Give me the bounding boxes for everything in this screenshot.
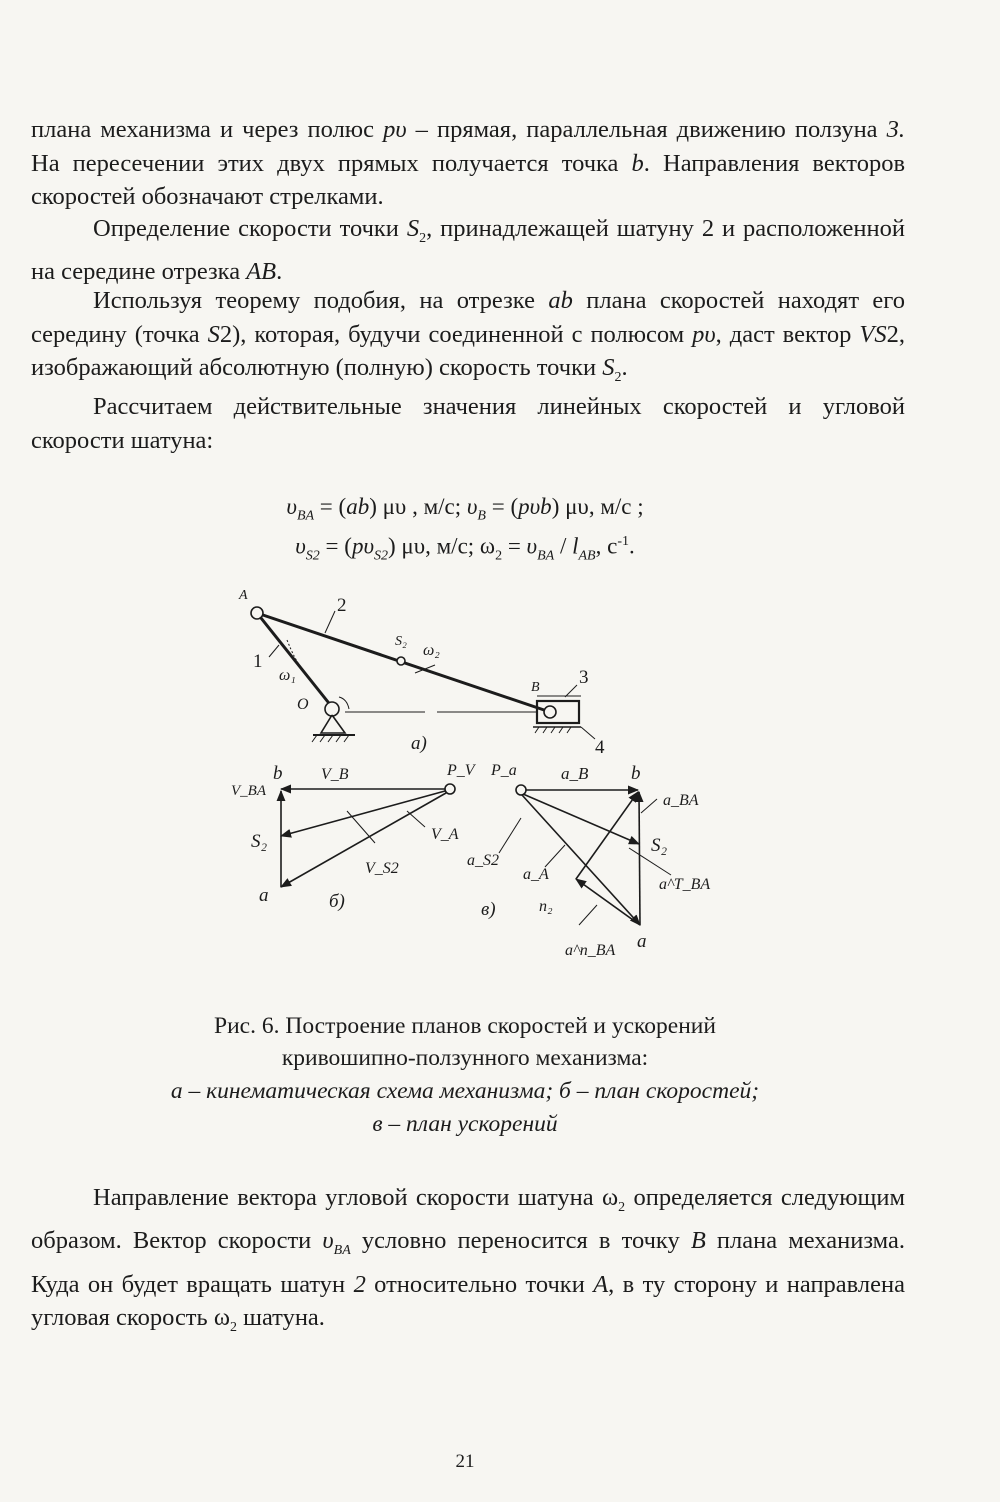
label-Pa: P_a	[491, 762, 517, 779]
vector-VA	[281, 793, 446, 887]
leader-aBA	[641, 799, 657, 813]
t: =	[502, 533, 527, 559]
leader-4	[581, 727, 595, 739]
sub: B	[477, 508, 486, 524]
label-omega2: ω₂	[423, 642, 440, 659]
label-VBA: V_BA	[231, 783, 266, 799]
leader-1	[269, 645, 279, 657]
t: ) μυ , м/с;	[369, 494, 467, 519]
subscript: 2	[419, 230, 427, 246]
label-b-vel: b	[273, 763, 283, 784]
sub: S2	[305, 548, 320, 564]
subscript: BA	[333, 1243, 351, 1259]
figure-caption-line-2: кривошипно-ползунного механизма:	[281, 1045, 649, 1071]
text: Направление вектора угловой скорости шатуна ω	[93, 1184, 619, 1211]
figure-caption-line-4: в – план ускорений	[372, 1111, 558, 1137]
pole-Pv	[445, 784, 455, 794]
symbol-vs2: VS	[859, 320, 887, 348]
label-b-paren: б)	[329, 891, 345, 912]
t: = (	[314, 494, 347, 519]
sub: BA	[296, 508, 315, 524]
text: плана механизма. Куда он будет вращать шатун	[31, 1227, 905, 1298]
label-aS2: a_S2	[467, 852, 499, 869]
symbol-s: S	[602, 354, 615, 381]
formula-line-2	[0, 527, 930, 570]
subscript: 2	[618, 1199, 626, 1215]
text: относительно точки	[365, 1270, 585, 1298]
symbol-A: A	[593, 1270, 609, 1298]
symbol-pv: pυ	[383, 116, 407, 143]
symbol-3: 3.	[886, 116, 906, 143]
t: = (	[485, 494, 519, 519]
label-a-acc: a	[637, 931, 647, 952]
label-S2-mech: S₂	[395, 634, 407, 649]
label-O: O	[297, 696, 309, 713]
sub: AB	[578, 548, 596, 564]
paragraph-2	[31, 212, 905, 289]
symbol-ab: ab	[548, 287, 573, 314]
subscript: 2	[614, 369, 622, 385]
paragraph-5	[31, 1181, 905, 1345]
label-Pv: P_V	[447, 762, 475, 779]
ground-support-O	[321, 715, 345, 733]
symbol-vba: υ	[322, 1227, 334, 1255]
label-aB: a_B	[561, 764, 589, 783]
sym: pυ	[351, 533, 374, 559]
label-S2-acc: S₂	[651, 835, 668, 856]
leader-VS2	[347, 811, 375, 843]
text: 2	[219, 320, 233, 348]
figure-caption-line-3: а – кинематическая схема механизма; б – план скоростей;	[170, 1078, 760, 1104]
sym: ab	[346, 494, 370, 519]
label-S2-vel: S₂	[251, 831, 268, 852]
label-VB: V_B	[321, 766, 349, 783]
joint-B	[544, 706, 556, 718]
label-v-paren: в)	[481, 899, 496, 920]
symbol-AB: AB	[246, 258, 277, 286]
text: Используя теорему подобия, на отрезке	[93, 287, 535, 314]
label-omega1: ω₁	[279, 667, 296, 684]
phi-arc	[339, 697, 349, 709]
sym: υ	[295, 533, 306, 559]
vector-aS2	[523, 794, 639, 844]
label-n2: n₂	[539, 898, 553, 915]
mechanism-figure	[225, 585, 715, 965]
pole-Pa	[516, 785, 526, 795]
leader-VA	[407, 811, 425, 827]
ground-hatch	[312, 735, 349, 742]
sym: υ	[286, 494, 297, 519]
sub: S2	[374, 548, 388, 564]
vector-aBAt	[576, 792, 638, 879]
text: . Направления векторов скоростей обозначают стрелками.	[31, 149, 906, 210]
label-b-acc: b	[631, 763, 641, 784]
label-1: 1	[253, 651, 263, 672]
sym: υ	[526, 533, 538, 559]
label-aA: a_A	[523, 866, 549, 883]
symbol-2: 2	[353, 1270, 366, 1298]
sub: BA	[537, 548, 555, 564]
text: ), которая, будучи соединенной с полюсом	[232, 320, 685, 348]
slider-hatch	[535, 727, 571, 733]
label-VS2: V_S2	[365, 860, 399, 877]
subscript: 2	[229, 1320, 237, 1336]
symbol-s2: S	[207, 320, 220, 348]
symbol-pv: pυ	[692, 320, 716, 348]
label-VA: V_A	[431, 826, 459, 843]
label-a-paren: а)	[411, 733, 427, 754]
joint-A	[251, 607, 263, 619]
formula-line-1	[0, 492, 930, 531]
text: 2	[886, 320, 899, 348]
figure-caption-line-1: Рис. 6. Построение планов скоростей и ускорений	[214, 1013, 716, 1039]
joint-S2	[397, 657, 405, 665]
text: шатуна.	[236, 1304, 325, 1332]
sym: pυb	[518, 494, 552, 519]
text: , в ту сторону и направлена угловая скорость ω	[31, 1270, 906, 1332]
label-a-vel: a	[259, 885, 269, 906]
t: .	[629, 533, 635, 559]
t: , с	[595, 533, 618, 559]
t: = (	[319, 533, 352, 559]
leader-aA	[545, 845, 565, 867]
label-aBAn: a^n_BA	[565, 942, 616, 959]
paragraph-4: Рассчитаем действительные значения линейных скоростей и угловой скорости шатуна:	[31, 393, 905, 454]
text: плана скоростей находят его середину (точка	[31, 287, 905, 348]
joint-O	[325, 702, 339, 716]
label-4: 4	[595, 737, 605, 758]
leader-3	[565, 685, 577, 697]
label-2: 2	[337, 595, 347, 616]
sym: υ	[466, 494, 478, 519]
text: .	[276, 258, 283, 286]
text: , даст вектор	[715, 320, 852, 348]
label-B: B	[531, 680, 540, 695]
page-number: 21	[455, 1451, 475, 1472]
text: определяется следующим образом. Вектор скорости	[31, 1184, 906, 1255]
text: , изображающий абсолютную (полную) скорость точки	[31, 320, 906, 381]
sym: l	[572, 533, 579, 559]
t: ) μυ, м/с; ω	[388, 533, 496, 559]
text: – прямая, параллельная движению ползуна	[406, 116, 878, 143]
sub: 2	[495, 548, 503, 564]
leader-aS2	[499, 818, 521, 853]
text: условно переносится в точку	[350, 1227, 680, 1255]
label-aBA: a_BA	[663, 792, 699, 809]
label-aBAt: a^T_BA	[659, 876, 711, 893]
t: /	[554, 533, 573, 559]
text: , принадлежащей шатуну 2 и расположенной на середине отрезка	[31, 215, 906, 286]
paragraph-3	[31, 284, 905, 394]
text: Определение скорости точки	[93, 215, 399, 242]
text: .	[621, 354, 628, 381]
text: На пересечении этих двух прямых получается точка	[31, 149, 619, 177]
label-A: A	[239, 588, 248, 603]
symbol-b: b	[631, 149, 644, 177]
sup: -1	[617, 534, 629, 549]
text: плана механизма и через полюс	[31, 116, 374, 143]
symbol-B: B	[690, 1227, 706, 1255]
t: ) μυ, м/с ;	[551, 494, 644, 519]
leader-2	[325, 611, 335, 633]
vector-aBA	[639, 792, 640, 925]
symbol-s: S	[406, 215, 420, 242]
label-3: 3	[579, 667, 589, 688]
leader-aBAn	[579, 905, 597, 925]
paragraph-1	[31, 113, 905, 214]
